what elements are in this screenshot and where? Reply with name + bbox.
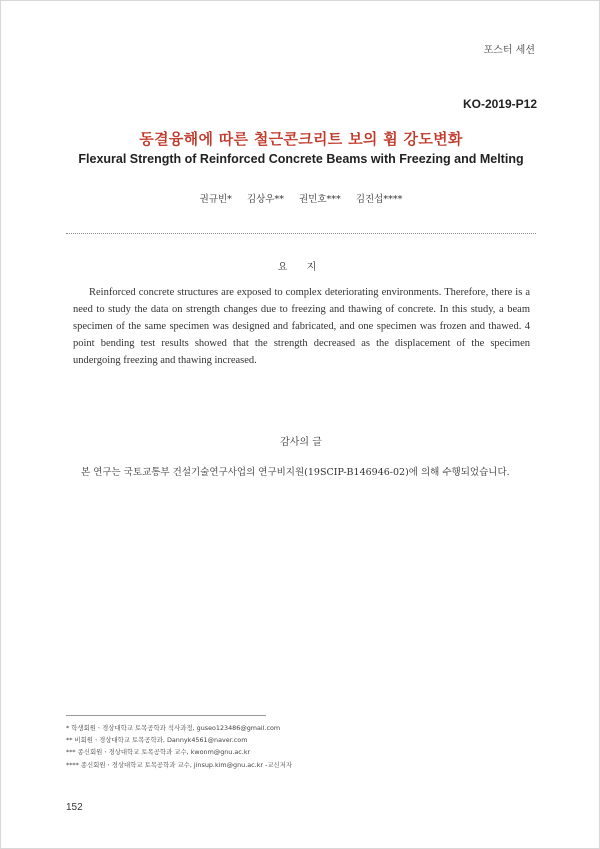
author-1: 권규빈* (199, 194, 232, 205)
acknowledgement-text: 본 연구는 국토교통부 건설기술연구사업의 연구비지원(19SCIP-B146946-02)에 의해 수행되었습니다. (81, 467, 510, 478)
acknowledgement-heading: 감사의 글 (280, 437, 322, 448)
footnote-2: ** 비회원ㆍ경상대학교 토목공학과, Dannyk4561@naver.com (66, 736, 248, 745)
abstract-heading: 요 지 (277, 262, 325, 273)
title-english: Flexural Strength of Reinforced Concrete Beams with Freezing and Melting (78, 152, 524, 166)
footnote-rule (66, 715, 266, 716)
author-3: 권민호*** (299, 194, 341, 205)
footnotes (66, 722, 536, 771)
author-2: 김상우** (246, 194, 284, 205)
footnote-3: *** 종신회원ㆍ경상대학교 토목공학과 교수, kwonm@gnu.ac.kr (66, 748, 251, 757)
page-number: 152 (66, 802, 83, 813)
footnote-1: * 학생회원ㆍ경상대학교 토목공학과 석사과정, guseo123486@gmail.com (66, 724, 281, 732)
dotted-divider (66, 233, 536, 234)
footnote-4: **** 종신회원ㆍ경상대학교 토목공학과 교수, jinsup.kim@gnu.ac.kr -교신저자 (66, 760, 293, 769)
author-4: 김진섭**** (355, 194, 403, 205)
title-korean: 동결융해에 따른 철근콘크리트 보의 휨 강도변화 (139, 130, 463, 148)
author-list (1, 191, 600, 205)
paper-code: KO-2019-P12 (462, 97, 537, 111)
section-label: 포스터 세션 (483, 45, 535, 56)
abstract-text: Reinforced concrete structures are exposed to complex deteriorating environments. Therefore, there is a need to study the data on strength changes due to freezing and thawing of concrete. In this study, a beam specimen of the same specimen was designed and fabricated, and one specimen was frozen and thawed. 4 point bending test results showed that the strength decreased as the displacement of the specimen undergoing freezing and thawing increased. (73, 287, 530, 366)
